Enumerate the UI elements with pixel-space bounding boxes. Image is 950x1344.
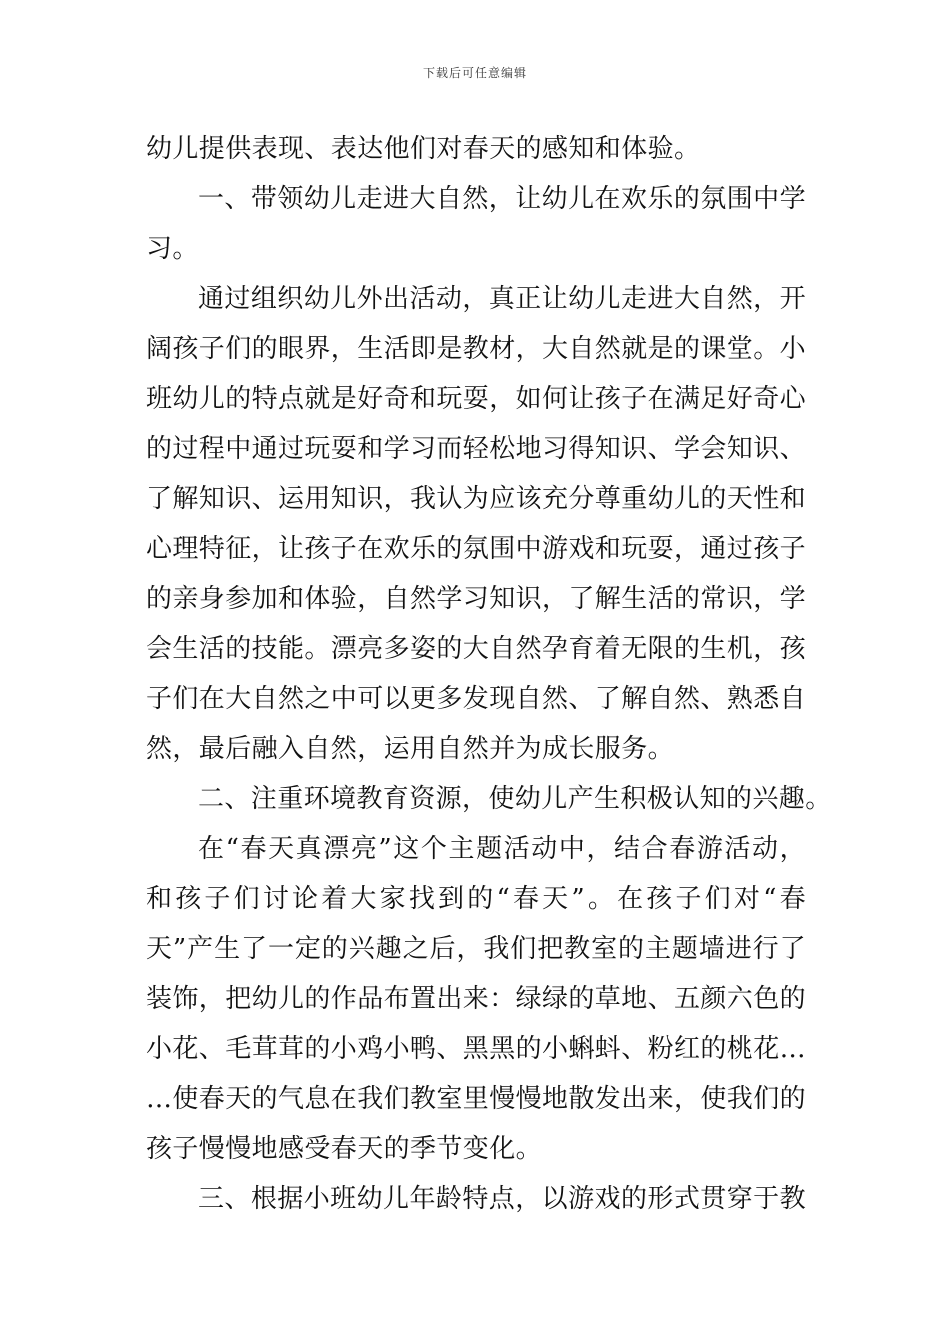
- text-line: 然，最后融入自然，运用自然并为成长服务。: [146, 734, 675, 764]
- text-line: 阔孩子们的眼界，生活即是教材，大自然就是的课堂。小: [146, 334, 807, 364]
- paragraph-start: 在“春天真漂亮”这个主题活动中，结合春游活动，: [198, 834, 806, 864]
- text-line: 习。: [146, 234, 199, 264]
- document-body: [146, 124, 832, 1224]
- text-line: 天”产生了一定的兴趣之后，我们把教室的主题墙进行了: [146, 934, 806, 964]
- section-heading-1: 一、带领幼儿走进大自然，让幼儿在欢乐的氛围中学: [198, 184, 806, 214]
- paragraph-start: 通过组织幼儿外出活动，真正让幼儿走进大自然，开: [198, 284, 806, 314]
- text-line: 的亲身参加和体验，自然学习知识，了解生活的常识，学: [146, 584, 807, 614]
- section-heading-3: 三、根据小班幼儿年龄特点，以游戏的形式贯穿于教: [198, 1184, 806, 1214]
- text-line: 心理特征，让孩子在欢乐的氛围中游戏和玩耍，通过孩子: [146, 534, 807, 564]
- text-line: 班幼儿的特点就是好奇和玩耍，如何让孩子在满足好奇心: [146, 384, 807, 414]
- text-line: …使春天的气息在我们教室里慢慢地散发出来，使我们的: [146, 1084, 807, 1114]
- text-line: 装饰，把幼儿的作品布置出来：绿绿的草地、五颜六色的: [146, 984, 807, 1014]
- text-line: 小花、毛茸茸的小鸡小鸭、黑黑的小蝌蚪、粉红的桃花…: [146, 1034, 807, 1064]
- text-line: 子们在大自然之中可以更多发现自然、了解自然、熟悉自: [146, 684, 807, 714]
- text-line: 幼儿提供表现、表达他们对春天的感知和体验。: [146, 134, 701, 164]
- text-line: 的过程中通过玩耍和学习而轻松地习得知识、学会知识、: [146, 434, 807, 464]
- page-header-note: 下载后可任意编辑: [422, 66, 527, 80]
- text-line: 了解知识、运用知识，我认为应该充分尊重幼儿的天性和: [146, 484, 807, 514]
- text-line: 和孩子们讨论着大家找到的“春天”。在孩子们对“春: [146, 884, 806, 914]
- text-line: 会生活的技能。漂亮多姿的大自然孕育着无限的生机，孩: [146, 634, 807, 664]
- text-line: 孩子慢慢地感受春天的季节变化。: [146, 1134, 543, 1164]
- section-heading-2: 二、注重环境教育资源，使幼儿产生积极认知的兴趣。: [198, 784, 832, 814]
